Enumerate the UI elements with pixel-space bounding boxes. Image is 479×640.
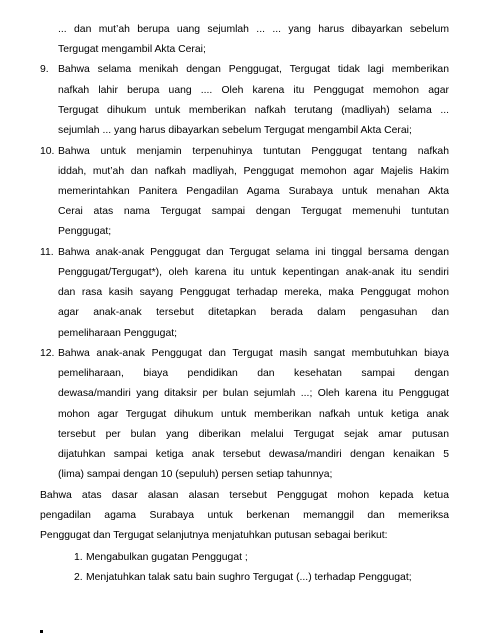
text-line: [0, 303, 479, 323]
text-line: [0, 445, 479, 465]
text-line: [0, 344, 479, 364]
text-line: [0, 568, 479, 588]
text-line: [0, 101, 479, 121]
text-line: [0, 506, 479, 526]
line-text: dewasa/mandiri yang ditaksir per bulan sejumlah ...; Oleh karena itu Penggugat: [58, 388, 449, 399]
line-text: tersebut per bulan yang diberikan melalui Tergugat sejak amar putusan: [58, 429, 449, 440]
line-text: sejumlah ... yang harus dibayarkan sebelum Tergugat mengambil Akta Cerai;: [58, 125, 412, 136]
text-line: [0, 526, 479, 546]
text-line: [0, 121, 479, 141]
text-line: [0, 364, 479, 384]
line-text: nafkah lahir berupa uang .... Oleh karena itu Penggugat memohon agar: [58, 85, 449, 96]
line-text: Bahwa untuk menjamin terpenuhinya tuntutan Penggugat tentang nafkah: [58, 146, 449, 157]
line-text: dan rasa kasih sayang Penggugat terhadap mereka, maka Penggugat mohon: [58, 287, 449, 298]
item-number: 11.: [40, 247, 54, 258]
item-number: 10.: [40, 146, 55, 157]
line-text: pemeliharaan, biaya pendidikan dan kesehatan sampai dengan: [58, 368, 449, 379]
line-text: Cerai atas nama Tergugat sampai dengan Tergugat memenuhi tuntutan: [58, 206, 449, 217]
text-line: [0, 324, 479, 344]
text-line: [0, 142, 479, 162]
line-text: Penggugat dan Tergugat selanjutnya menjatuhkan putusan sebagai berikut:: [40, 530, 388, 541]
line-text: Tergugat dihukum untuk memberikan nafkah terutang (madliyah) selama ...: [58, 105, 449, 116]
text-line: [0, 465, 479, 485]
line-text: mohon agar Tergugat dihukum untuk memberikan nafkah untuk ketiga anak: [58, 409, 449, 420]
text-line: [0, 243, 479, 263]
line-text: ... dan mut’ah berupa uang sejumlah ... ... yang harus dibayarkan sebelum: [58, 24, 449, 35]
text-line: [0, 40, 479, 60]
item-number: 2.: [74, 572, 83, 583]
line-text: Tergugat mengambil Akta Cerai;: [58, 44, 206, 55]
text-line: [0, 162, 479, 182]
text-line: [0, 182, 479, 202]
item-number: 9.: [40, 64, 49, 75]
line-text: Bahwa selama menikah dengan Penggugat, Tergugat tidak lagi memberikan: [58, 64, 449, 75]
text-line: [0, 20, 479, 40]
item-number: 12.: [40, 348, 55, 359]
line-text: Bahwa anak-anak Penggugat dan Tergugat masih sangat membutuhkan biaya: [58, 348, 449, 359]
line-text: iddah, mut’ah dan nafkah madliyah, Penggugat memohon agar Majelis Hakim: [58, 166, 449, 177]
line-text: agar anak-anak tersebut ditetapkan berada dalam pengasuhan dan: [58, 307, 449, 318]
item-number: 1.: [74, 552, 83, 563]
text-line: [0, 425, 479, 445]
text-line: [0, 486, 479, 506]
text-line: [0, 202, 479, 222]
line-text: (lima) sampai dengan 10 (sepuluh) persen setiap tahunnya;: [58, 469, 333, 480]
line-text: Penggugat;: [58, 226, 112, 237]
line-text: Mengabulkan gugatan Penggugat ;: [86, 552, 248, 563]
line-text: pengadilan agama Surabaya untuk berkenan memanggil dan memeriksa: [40, 510, 449, 521]
line-text: Bahwa anak-anak Penggugat dan Tergugat selama ini tinggal bersama dengan: [58, 247, 449, 258]
line-text: Menjatuhkan talak satu bain sughro Tergugat (...) terhadap Penggugat;: [86, 572, 412, 583]
text-line: [0, 548, 479, 568]
line-text: dijatuhkan sampai ketiga anak tersebut dewasa/mandiri dengan kenaikan 5: [58, 449, 449, 460]
line-text: memerintahkan Panitera Pengadilan Agama Surabaya untuk menahan Akta: [58, 186, 449, 197]
text-line: [0, 384, 479, 404]
text-line: [0, 222, 479, 242]
text-line: [0, 405, 479, 425]
text-line: [0, 81, 479, 101]
line-text: Bahwa atas dasar alasan alasan tersebut Penggugat mohon kepada ketua: [40, 490, 449, 501]
line-text: Penggugat/Tergugat*), oleh karena itu untuk kepentingan anak-anak itu sendiri: [58, 267, 449, 278]
text-line: [0, 263, 479, 283]
page-mark: [40, 630, 43, 633]
text-line: [0, 60, 479, 80]
text-line: [0, 283, 479, 303]
line-text: pemeliharaan Penggugat;: [58, 328, 178, 339]
